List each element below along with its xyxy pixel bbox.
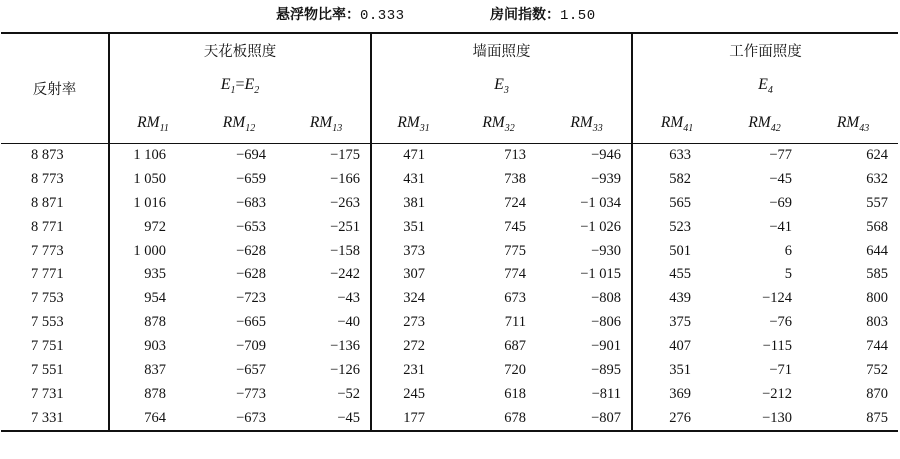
value-cell: 954 [109,287,196,311]
value-cell: 745 [504,218,527,235]
value-cell: 523 [632,215,721,239]
table-row [1,239,898,263]
value-cell: 632 [866,170,889,187]
value-cell: −43 [337,290,361,307]
reflectance-cell: 7 551 [31,361,64,378]
value-cell: −251 [330,218,361,235]
value-cell: 935 [109,263,196,287]
value-cell: −659 [236,170,266,187]
value-cell: −175 [330,146,361,163]
value-cell: 307 [371,263,455,287]
value-cell: 618 [504,385,527,402]
value-cell: 5 [784,266,793,283]
index-value: 1.50 [560,8,596,24]
index-label: 房间指数： [490,7,560,23]
reflectance-cell: 7 773 [31,242,64,259]
value-cell: −77 [769,146,793,163]
value-cell: 875 [866,409,889,426]
value-cell: −930 [591,242,622,259]
value-cell: −124 [762,290,793,307]
value-cell: −939 [591,170,622,187]
value-cell: −1 034 [580,194,622,211]
value-cell: −653 [236,218,266,235]
value-cell: −41 [769,218,793,235]
table-row [1,215,898,239]
reflectance-cell: 7 731 [31,385,64,402]
workplane-illuminance-header: 工作面照度 [632,33,898,67]
value-cell: −242 [330,266,361,283]
reflectance-cell: 7 331 [31,409,64,426]
value-cell: 744 [866,338,889,355]
value-cell: 324 [371,287,455,311]
value-cell: −115 [762,338,793,355]
value-cell: 375 [632,311,721,335]
table-body [1,143,898,431]
column-header: $RM_{33}$ [542,105,632,143]
reflectance-cell: 8 871 [31,194,64,211]
value-cell: −126 [330,361,361,378]
value-cell: 724 [504,194,527,211]
ceiling-illuminance-header: 天花板照度 [109,33,371,67]
value-cell: 276 [632,406,721,431]
table-row [1,406,898,431]
value-cell: 903 [109,335,196,359]
value-cell: 803 [866,314,889,331]
table-row [1,287,898,311]
value-cell: 800 [866,290,889,307]
value-cell: −808 [591,290,622,307]
illuminance-coefficient-table [1,32,898,432]
value-cell: −130 [762,409,793,426]
value-cell: 711 [504,314,527,331]
value-cell: 738 [504,170,527,187]
value-cell: 720 [504,361,527,378]
reflectance-cell: 7 751 [31,338,64,355]
workplane-symbol: $E_4$ [632,67,898,105]
ratio-value: 0.333 [360,8,405,24]
value-cell: −683 [236,194,266,211]
reflectance-cell: 7 553 [31,314,64,331]
value-cell: 431 [371,167,455,191]
value-cell: −212 [762,385,793,402]
value-cell: −52 [337,385,361,402]
value-cell: −136 [330,338,361,355]
value-cell: 373 [371,239,455,263]
reflectance-cell: 7 771 [31,266,64,283]
table-row [1,191,898,215]
value-cell: 501 [632,239,721,263]
value-cell: −69 [769,194,793,211]
column-header: $RM_{31}$ [371,105,455,143]
value-cell: 1 000 [109,239,196,263]
value-cell: −71 [769,361,793,378]
value-cell: 837 [109,359,196,383]
table-caption [0,0,900,30]
value-cell: 351 [632,359,721,383]
value-cell: 713 [504,146,527,163]
value-cell: 439 [632,287,721,311]
value-cell: 407 [632,335,721,359]
value-cell: 177 [371,406,455,431]
value-cell: −40 [337,314,361,331]
value-cell: 624 [866,146,889,163]
reflectance-cell: 7 753 [31,290,64,307]
value-cell: −673 [236,409,266,426]
value-cell: 272 [371,335,455,359]
value-cell: 6 [784,242,793,259]
value-cell: 687 [504,338,527,355]
value-cell: 231 [371,359,455,383]
value-cell: 1 106 [109,143,196,167]
value-cell: 381 [371,191,455,215]
value-cell: −1 026 [580,218,622,235]
table-row [1,382,898,406]
value-cell: 678 [504,409,527,426]
value-cell: −158 [330,242,361,259]
value-cell: −45 [769,170,793,187]
value-cell: −263 [330,194,361,211]
value-cell: −628 [236,242,266,259]
value-cell: 245 [371,382,455,406]
value-cell: 775 [504,242,527,259]
value-cell: 557 [866,194,889,211]
value-cell: −665 [236,314,266,331]
value-cell: 878 [109,311,196,335]
value-cell: −811 [591,385,622,402]
ratio-label: 悬浮物比率： [276,7,360,23]
reflectance-header: 反射率 [1,33,109,143]
column-header: $RM_{32}$ [455,105,542,143]
column-header: $RM_{42}$ [721,105,808,143]
value-cell: −723 [236,290,266,307]
value-cell: 471 [371,143,455,167]
value-cell: −807 [591,409,622,426]
value-cell: 673 [504,290,527,307]
value-cell: −946 [591,146,622,163]
value-cell: 582 [632,167,721,191]
ceiling-symbol: $E_1=E_2$ [109,67,371,105]
value-cell: 565 [632,191,721,215]
value-cell: −895 [591,361,622,378]
value-cell: −657 [236,361,266,378]
value-cell: −76 [769,314,793,331]
value-cell: 878 [109,382,196,406]
column-header: $RM_{43}$ [808,105,898,143]
reflectance-cell: 8 771 [31,218,64,235]
reflectance-cell: 8 773 [31,170,64,187]
table-row [1,167,898,191]
table-row [1,311,898,335]
value-cell: −806 [591,314,622,331]
reflectance-cell: 8 873 [31,146,64,163]
table-row [1,143,898,167]
value-cell: 273 [371,311,455,335]
value-cell: −166 [330,170,361,187]
room-index [490,0,596,31]
value-cell: 774 [504,266,527,283]
wall-symbol: $E_3$ [371,67,632,105]
value-cell: 752 [866,361,889,378]
value-cell: 351 [371,215,455,239]
value-cell: −45 [337,409,361,426]
value-cell: 644 [866,242,889,259]
column-header: $RM_{13}$ [282,105,371,143]
value-cell: 972 [109,215,196,239]
value-cell: 1 016 [109,191,196,215]
value-cell: 455 [632,263,721,287]
value-cell: −694 [236,146,266,163]
table-row [1,263,898,287]
value-cell: 369 [632,382,721,406]
value-cell: 764 [109,406,196,431]
value-cell: −901 [591,338,622,355]
wall-illuminance-header: 墙面照度 [371,33,632,67]
value-cell: 1 050 [109,167,196,191]
suspended-matter-ratio [276,0,405,31]
value-cell: −628 [236,266,266,283]
value-cell: −773 [236,385,266,402]
value-cell: −709 [236,338,266,355]
value-cell: 633 [632,143,721,167]
table-row [1,359,898,383]
column-header: $RM_{12}$ [196,105,282,143]
column-header: $RM_{41}$ [632,105,721,143]
value-cell: 568 [866,218,889,235]
value-cell: −1 015 [580,266,622,283]
table-row [1,335,898,359]
value-cell: 870 [866,385,889,402]
value-cell: 585 [866,266,889,283]
column-header: $RM_{11}$ [109,105,196,143]
